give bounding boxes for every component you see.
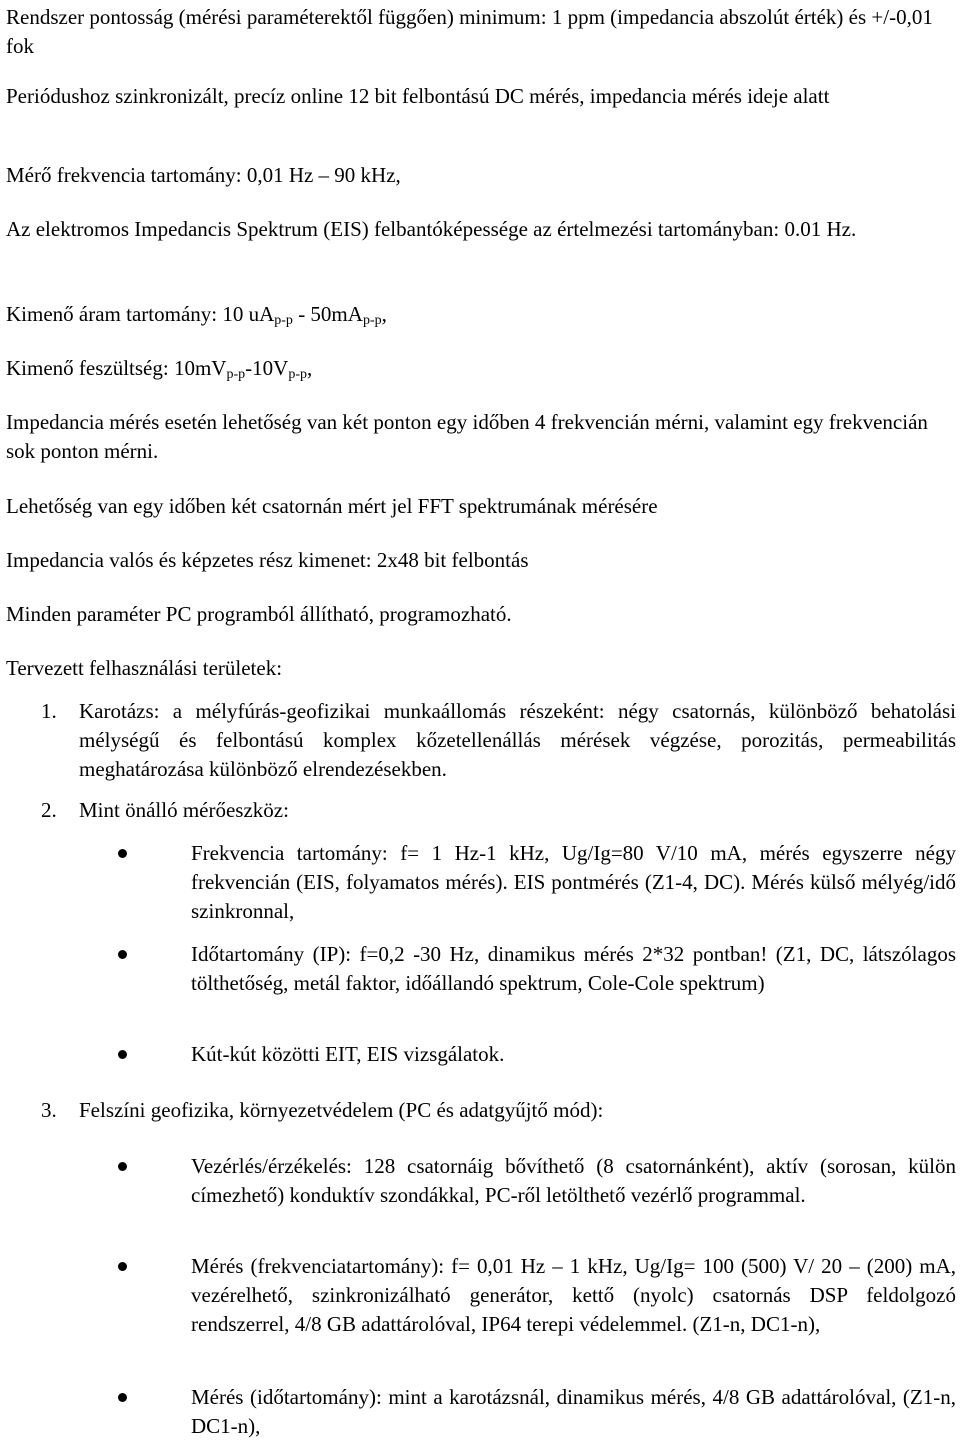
- bullet-item-text: Vezérlés/érzékelés: 128 csatornáig bővíthető (8 csatornánként), aktív (sorosan, külön címezhető) konduktív szondákkal, PC-ről letölthető vezérlő programmal.: [191, 1154, 956, 1207]
- bullet-icon: [118, 1262, 127, 1271]
- list-item-text: Felszíni geofizika, környezetvédelem (PC és adatgyűjtő mód):: [79, 1098, 604, 1122]
- paragraph-eis-resolution: Az elektromos Impedancis Spektrum (EIS) felbantóképessége az értelmezési tartományban: 0.01 Hz.: [6, 217, 857, 241]
- list-item-text: Mint önálló mérőeszköz:: [79, 798, 289, 822]
- list-number: 1.: [41, 699, 57, 723]
- bullet-item-text: Mérés (frekvenciatartomány): f= 0,01 Hz – 1 kHz, Ug/Ig= 100 (500) V/ 20 – (200) mA, vezérelhető, szinkronizálható generátor, kettő (nyolc) csatornás DSP feldolgozó rendszerrel, 4/8 GB adattárolóval, IP64 terepi védelemmel. (Z1-n, DC1-n),: [191, 1254, 956, 1336]
- paragraph-output-voltage: Kimenő feszültség: $10mV_{p-p}-10V_{p-p}$,: [6, 356, 313, 382]
- list-number: 2.: [41, 798, 57, 822]
- bullet-icon: [118, 1050, 127, 1059]
- bullet-item-text: Kút-kút közötti EIT, EIS vizsgálatok.: [191, 1042, 505, 1066]
- paragraph-fft: Lehetőség van egy időben két csatornán mért jel FFT spektrumának mérésére: [6, 494, 658, 518]
- paragraph-output-resolution: Impedancia valós és képzetes rész kimenet: 2x48 bit felbontás: [6, 548, 529, 572]
- paragraph-dc-measurement: Periódushoz szinkronizált, precíz online 12 bit felbontású DC mérés, impedancia mérés ideje alatt: [6, 84, 830, 108]
- bullet-icon: [118, 1393, 127, 1402]
- paragraph-impedance-points: Impedancia mérés esetén lehetőség van két ponton egy időben 4 frekvencián mérni, valamint egy frekvencián sok ponton mérni.: [6, 410, 928, 463]
- bullet-icon: [118, 950, 127, 959]
- bullet-icon: [118, 849, 127, 858]
- paragraph-pc-programmable: Minden paraméter PC programból állítható, programozható.: [6, 602, 512, 626]
- paragraph-application-areas: Tervezett felhasználási területek:: [6, 656, 283, 680]
- bullet-item-text: Időtartomány (IP): f=0,2 -30 Hz, dinamikus mérés 2*32 pontban! (Z1, DC, látszólagos tölthetőség, metál faktor, időállandó spektrum, Cole-Cole spektrum): [191, 942, 956, 995]
- paragraph-output-current: Kimenő áram tartomány: 10 $uA_{p-p} - 50mA_{p-p}$,: [6, 302, 387, 328]
- list-number: 3.: [41, 1098, 57, 1122]
- list-item-text: Karotázs: a mélyfúrás-geofizikai munkaállomás részeként: négy csatornás, különböző behatolási mélységű és felbontású komplex kőzetellenállás mérések végzése, porozitás, permeabilitás meghatározása különböző elrendezésekben.: [79, 699, 956, 781]
- bullet-item-text: Mérés (időtartomány): mint a karotázsnál, dinamikus mérés, 4/8 GB adattárolóval, (Z1-n, DC1-n),: [191, 1385, 956, 1438]
- bullet-icon: [118, 1162, 127, 1171]
- paragraph-accuracy: Rendszer pontosság (mérési paraméterektől függően) minimum: 1 ppm (impedancia abszolút érték) és +/-0,01 fok: [6, 5, 933, 58]
- bullet-item-text: Frekvencia tartomány: f= 1 Hz-1 kHz, Ug/Ig=80 V/10 mA, mérés egyszerre négy frekvencián (EIS, folyamatos mérés). EIS pontmérés (Z1-4, DC). Mérés külső mélyég/idő szinkronnal,: [191, 841, 956, 923]
- paragraph-frequency-range: Mérő frekvencia tartomány: 0,01 Hz – 90 kHz,: [6, 163, 401, 187]
